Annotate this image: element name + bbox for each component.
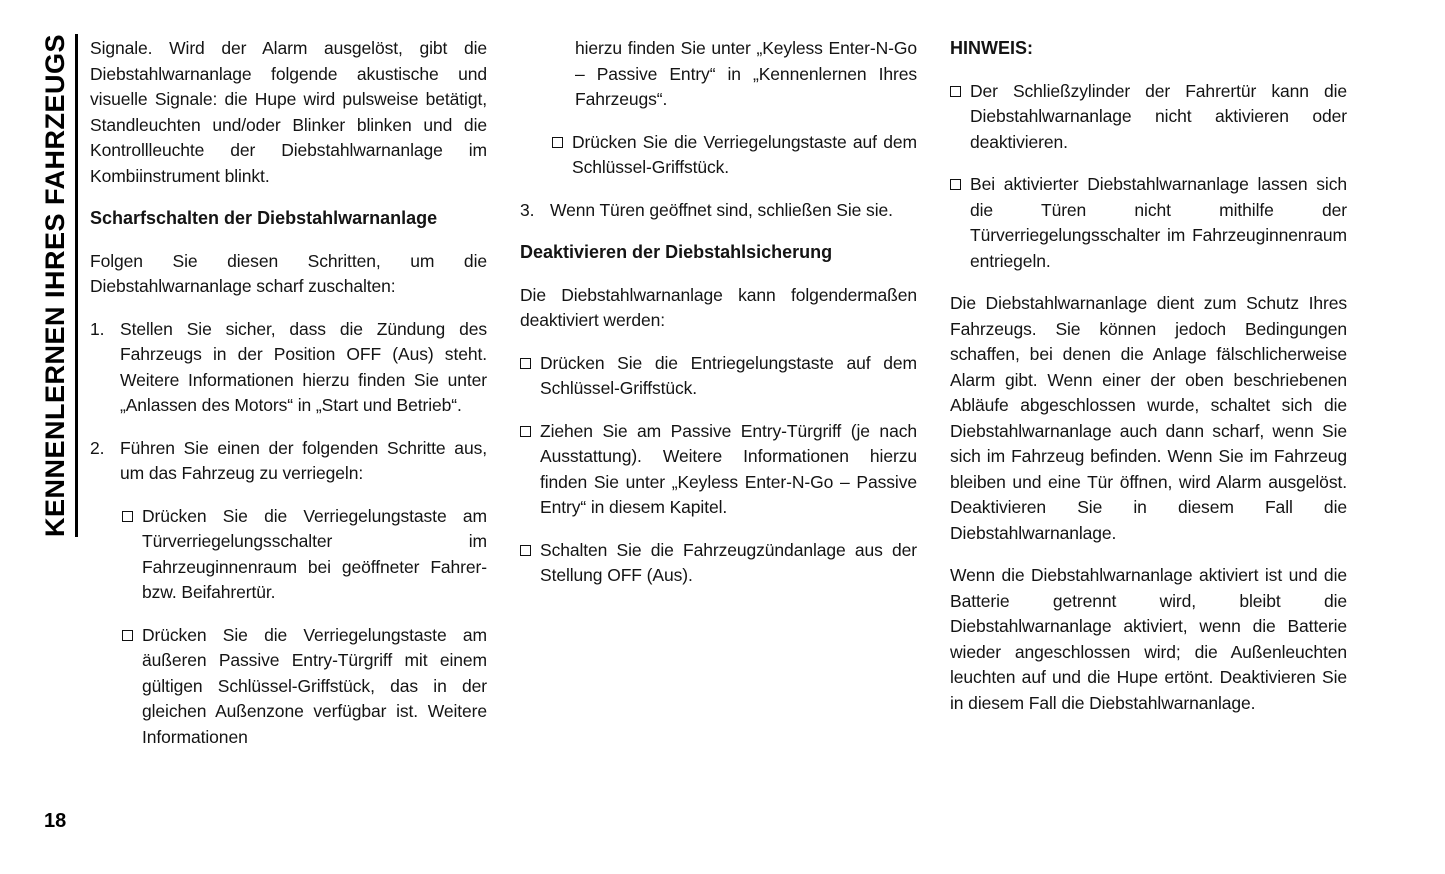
checkbox-square-icon bbox=[122, 630, 133, 641]
step-number: 1. bbox=[90, 318, 105, 339]
column-middle bbox=[520, 36, 917, 767]
checkbox-text: Drücken Sie die Verriegelungstaste am äußeren Passive Entry-Türgriff mit einem gültigen Schlüssel-Griffstück, das in der gleichen Außenzone verfügbar ist. Weitere Informationen bbox=[142, 624, 487, 747]
checkbox-square-icon bbox=[520, 545, 531, 556]
checkbox-item bbox=[950, 172, 1347, 274]
step-number: 2. bbox=[90, 437, 105, 458]
paragraph: Folgen Sie diesen Schritten, um die Diebstahlwarnanlage scharf zuschalten: bbox=[90, 250, 487, 296]
checkbox-text: Bei aktivierter Diebstahlwarnanlage lassen sich die Türen nicht mithilfe der Türverriegelungsschalter im Fahrzeuginnenraum entriegeln. bbox=[970, 174, 1347, 271]
checkbox-square-icon bbox=[122, 511, 133, 522]
continuation-paragraph: hierzu finden Sie unter „Keyless Enter-N-Go – Passive Entry“ in „Kennenlernen Ihres Fahrzeugs“. bbox=[575, 38, 917, 109]
checkbox-item bbox=[552, 130, 917, 181]
manual-page-content bbox=[90, 36, 1347, 767]
checkbox-text: Drücken Sie die Verriegelungstaste auf dem Schlüssel-Griffstück. bbox=[572, 131, 917, 177]
section-heading-deaktivieren: Deaktivieren der Diebstahlsicherung bbox=[520, 242, 833, 262]
numbered-step-1 bbox=[90, 317, 487, 419]
paragraph: Wenn die Diebstahlwarnanlage aktiviert ist und die Batterie getrennt wird, bleibt die Diebstahlwarnanlage aktiviert, wenn die Batterie wieder angeschlossen wird; die Außenleuchten leuchten auf und die Hupe ertönt. Deaktivieren Sie in diesem Fall die Diebstahlwarnanlage. bbox=[950, 565, 1347, 713]
step-text: Stellen Sie sicher, dass die Zündung des Fahrzeugs in der Position OFF (Aus) steht. Weitere Informationen hierzu finden Sie unter „Anlassen des Motors“ in „Start und Betrieb“. bbox=[120, 318, 487, 415]
page-number: 18 bbox=[44, 810, 67, 832]
numbered-step-2 bbox=[90, 436, 487, 487]
step-text: Wenn Türen geöffnet sind, schließen Sie sie. bbox=[550, 199, 893, 220]
checkbox-square-icon bbox=[552, 137, 563, 148]
checkbox-item bbox=[520, 538, 917, 589]
checkbox-square-icon bbox=[520, 426, 531, 437]
checkbox-item bbox=[950, 79, 1347, 156]
note-heading: HINWEIS: bbox=[950, 38, 1033, 58]
checkbox-text: Drücken Sie die Entriegelungstaste auf dem Schlüssel-Griffstück. bbox=[540, 352, 917, 398]
checkbox-square-icon bbox=[520, 358, 531, 369]
checkbox-text: Schalten Sie die Fahrzeugzündanlage aus der Stellung OFF (Aus). bbox=[540, 539, 917, 585]
intro-paragraph: Signale. Wird der Alarm ausgelöst, gibt die Diebstahlwarnanlage folgende akustische und visuelle Signale: die Hupe wird pulsweise betätigt, Standleuchten und/oder Blinker blinken und die Kontrollleuchte der Diebstahlwarnanlage im Kombiinstrument blinkt. bbox=[90, 38, 487, 186]
column-left bbox=[90, 36, 487, 767]
section-heading-scharfschalten: Scharfschalten der Diebstahlwarnanlage bbox=[90, 208, 438, 228]
checkbox-item bbox=[122, 504, 487, 606]
numbered-step-3 bbox=[520, 198, 917, 224]
checkbox-item bbox=[520, 351, 917, 402]
checkbox-text: Der Schließzylinder der Fahrertür kann die Diebstahlwarnanlage nicht aktivieren oder deaktivieren. bbox=[970, 80, 1347, 152]
checkbox-square-icon bbox=[950, 179, 961, 190]
checkbox-square-icon bbox=[950, 86, 961, 97]
step-number: 3. bbox=[520, 199, 535, 220]
paragraph: Die Diebstahlwarnanlage kann folgendermaßen deaktiviert werden: bbox=[520, 284, 917, 330]
checkbox-text: Drücken Sie die Verriegelungstaste am Türverriegelungsschalter im Fahrzeuginnenraum bei geöffneter Fahrer- bzw. Beifahrertür. bbox=[142, 505, 487, 602]
chapter-title-vertical: KENNENLERNEN IHRES FAHRZEUGS bbox=[40, 34, 78, 537]
column-right bbox=[950, 36, 1347, 767]
checkbox-item bbox=[520, 419, 917, 521]
paragraph: Die Diebstahlwarnanlage dient zum Schutz Ihres Fahrzeugs. Sie können jedoch Bedingungen schaffen, bei denen die Anlage fälschlicherweise Alarm gibt. Wenn einer der oben beschriebenen Abläufe abgeschlossen wurde, schaltet sich die Diebstahlwarnanlage auch dann scharf, wenn Sie sich im Fahrzeug befinden. Wenn Sie im Fahrzeug bleiben und eine Tür öffnen, wird Alarm ausgelöst. Deaktivieren Sie in diesem Fall die Diebstahlwarnanlage. bbox=[950, 293, 1347, 543]
checkbox-text: Ziehen Sie am Passive Entry-Türgriff (je nach Ausstattung). Weitere Informationen hierzu finden Sie unter „Keyless Enter-N-Go – Passive Entry“ in diesem Kapitel. bbox=[540, 420, 917, 517]
checkbox-item bbox=[122, 623, 487, 751]
step-text: Führen Sie einen der folgenden Schritte aus, um das Fahrzeug zu verriegeln: bbox=[120, 437, 487, 483]
